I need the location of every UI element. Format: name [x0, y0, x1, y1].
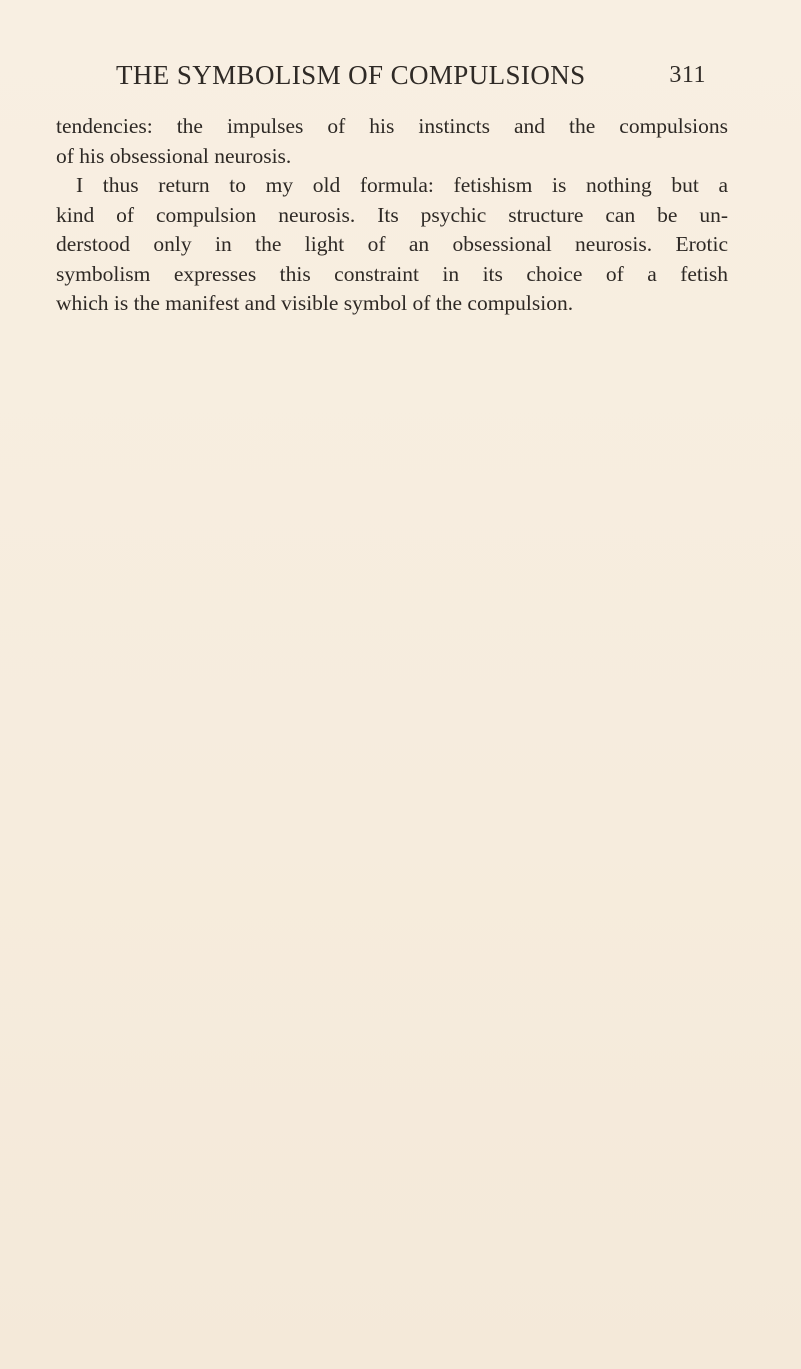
body-text	[56, 112, 728, 319]
text-line: I thus return to my old formula: fetishism is nothing but a	[76, 173, 728, 197]
text-line: which is the manifest and visible symbol of the compulsion.	[56, 291, 574, 315]
page-number: 311	[669, 62, 706, 88]
running-head-title: THE SYMBOLISM OF COMPULSIONS	[116, 60, 586, 90]
paragraph-continuation	[56, 112, 728, 171]
text-line: derstood only in the light of an obsessional neurosis. Erotic	[56, 232, 728, 256]
text-line: of his obsessional neurosis.	[56, 143, 292, 168]
text-line: tendencies: the impulses of his instincts and the compulsions	[56, 114, 728, 138]
text-line: symbolism expresses this constraint in its choice of a fetish	[56, 261, 728, 286]
running-head	[116, 60, 706, 91]
paragraph-conclusion	[56, 171, 728, 319]
text-line: kind of compulsion neurosis. Its psychic structure can be un-	[56, 202, 728, 227]
